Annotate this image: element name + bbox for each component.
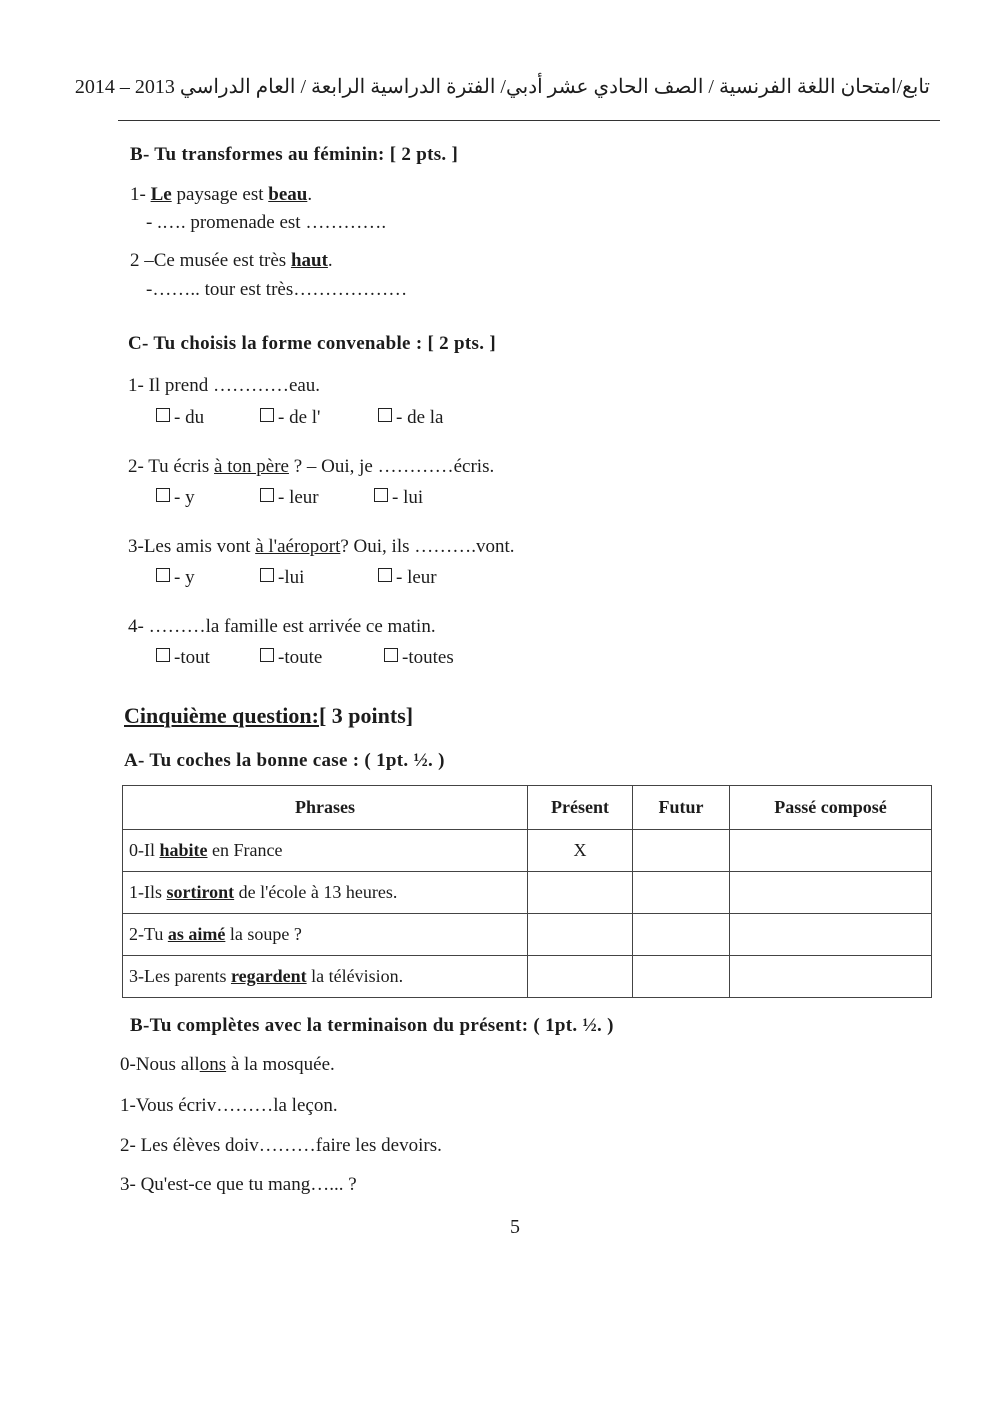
option-label: - de l' — [278, 407, 321, 428]
exercise-c-q1: 1- Il prend …………eau. — [128, 375, 321, 396]
exercise-c-q3 — [128, 536, 515, 558]
item-text: ? Oui, ils ……….vont. — [340, 536, 515, 557]
futur-cell[interactable] — [633, 872, 730, 914]
underlined-word: beau — [268, 184, 308, 205]
exercise-b2-item-3: 3- Qu'est-ce que tu mang…... ? — [120, 1174, 357, 1195]
checkbox[interactable] — [260, 568, 274, 582]
option-lui[interactable] — [374, 487, 423, 509]
item-text: 3-Les amis vont — [128, 536, 256, 557]
checkbox[interactable] — [378, 408, 392, 422]
exercise-c-q2 — [128, 456, 494, 478]
option-de-l[interactable] — [260, 407, 378, 429]
col-phrases: Phrases — [123, 786, 528, 830]
exercise-b-answer-2: -…….. tour est très……………… — [146, 279, 408, 300]
option-toute[interactable] — [260, 647, 384, 669]
passe-cell[interactable] — [730, 872, 932, 914]
verb: sortiront — [166, 882, 235, 902]
phrase-text: de l'école à 13 heures. — [234, 882, 398, 902]
present-cell[interactable] — [528, 872, 633, 914]
underlined-phrase: à l'aéroport — [255, 536, 341, 557]
option-label: - de la — [396, 407, 444, 428]
option-y[interactable] — [156, 567, 260, 589]
section-c-heading: C- Tu choisis la forme convenable : [ 2 pts. ] — [128, 333, 496, 354]
item-text: Ce musée est très — [153, 250, 291, 271]
option-label: - lui — [392, 487, 424, 508]
phrase-text: 1-Ils — [129, 882, 167, 902]
passe-cell[interactable] — [730, 830, 932, 872]
checkbox[interactable] — [260, 648, 274, 662]
section-b-heading: B- Tu transformes au féminin: [ 2 pts. ] — [130, 144, 459, 165]
exercise-b-answer-1: - .…. promenade est …………. — [146, 212, 387, 233]
item-text: 2- Tu écris — [128, 456, 215, 477]
option-label: - leur — [278, 487, 319, 508]
phrase-cell — [123, 914, 528, 956]
option-de-la[interactable] — [378, 407, 443, 429]
option-label: - du — [174, 407, 205, 428]
phrase-text: la soupe ? — [225, 924, 302, 944]
exercise-b2-item-2: 2- Les élèves doiv………faire les devoirs. — [120, 1135, 442, 1156]
item-text: . — [327, 250, 333, 271]
option-label: -toute — [278, 647, 323, 668]
present-cell[interactable] — [528, 914, 633, 956]
underlined-ending: ons — [199, 1054, 227, 1075]
option-label: -toutes — [402, 647, 454, 668]
question-points: [ 3 points] — [318, 703, 414, 728]
exercise-c-q4-options — [156, 647, 454, 669]
option-toutes[interactable] — [384, 647, 454, 669]
header-rule — [118, 120, 940, 121]
option-tout[interactable] — [156, 647, 260, 669]
checkbox[interactable] — [156, 408, 170, 422]
item-number: 1- — [130, 184, 151, 205]
item-text: ? – Oui, je …………écris. — [288, 456, 495, 477]
phrase-text: 3-Les parents — [129, 966, 231, 986]
item-number: 2 – — [130, 250, 154, 271]
phrase-cell — [123, 830, 528, 872]
exercise-c-q1-options — [156, 407, 443, 429]
table-row — [123, 872, 932, 914]
underlined-word: haut — [290, 250, 328, 271]
exercise-b-item-1 — [130, 184, 312, 206]
question-title: Cinquième question: — [124, 703, 319, 728]
exercise-c-q2-options — [156, 487, 423, 509]
checkbox[interactable] — [384, 648, 398, 662]
phrase-cell — [123, 956, 528, 998]
table-header-row — [123, 786, 932, 830]
exercise-c-q4: 4- ………la famille est arrivée ce matin. — [128, 616, 436, 637]
item-text: . — [307, 184, 313, 205]
option-label: -lui — [278, 567, 305, 588]
exercise-c-q3-options — [156, 567, 437, 589]
option-leur[interactable] — [260, 487, 374, 509]
exercise-b-item-2 — [130, 250, 333, 272]
item-text: paysage est — [171, 184, 269, 205]
option-label: - y — [174, 567, 195, 588]
checkbox[interactable] — [156, 488, 170, 502]
passe-cell[interactable] — [730, 956, 932, 998]
tense-table — [122, 785, 932, 998]
verb: as aimé — [167, 924, 226, 944]
underlined-word: Le — [150, 184, 172, 205]
table-row — [123, 956, 932, 998]
futur-cell[interactable] — [633, 914, 730, 956]
option-du[interactable] — [156, 407, 260, 429]
table-row — [123, 914, 932, 956]
phrase-text: 0-Il — [129, 840, 160, 860]
exercise-b2-example — [120, 1054, 335, 1076]
col-passe-compose: Passé composé — [730, 786, 932, 830]
checkbox[interactable] — [156, 568, 170, 582]
passe-cell[interactable] — [730, 914, 932, 956]
option-label: - leur — [396, 567, 437, 588]
verb: regardent — [230, 966, 307, 986]
phrase-text: la télévision. — [306, 966, 404, 986]
section-b2-heading: B-Tu complètes avec la terminaison du présent: ( 1pt. ½. ) — [130, 1015, 614, 1036]
phrase-text: en France — [207, 840, 283, 860]
page-number: 5 — [510, 1216, 520, 1238]
checkbox[interactable] — [156, 648, 170, 662]
futur-cell[interactable] — [633, 956, 730, 998]
item-text: à la mosquée. — [226, 1054, 335, 1075]
section-a-heading: A- Tu coches la bonne case : ( 1pt. ½. ) — [124, 750, 445, 771]
phrase-text: 2-Tu — [129, 924, 168, 944]
option-label: -tout — [174, 647, 210, 668]
present-cell[interactable] — [528, 956, 633, 998]
option-leur[interactable] — [378, 567, 437, 589]
futur-cell[interactable] — [633, 830, 730, 872]
table-row — [123, 830, 932, 872]
verb: habite — [159, 840, 208, 860]
exercise-b2-item-1: 1-Vous écriv………la leçon. — [120, 1095, 338, 1116]
option-lui[interactable] — [260, 567, 378, 589]
phrase-cell — [123, 872, 528, 914]
option-y[interactable] — [156, 487, 260, 509]
col-futur: Futur — [633, 786, 730, 830]
col-present: Présent — [528, 786, 633, 830]
item-text: 0-Nous all — [120, 1054, 200, 1075]
present-cell[interactable]: X — [528, 830, 633, 872]
underlined-phrase: à ton père — [214, 456, 289, 477]
page-header: تابع/امتحان اللغة الفرنسية / الصف الحادي عشر أدبي/ الفترة الدراسية الرابعة / العام الدراسي 2013 – 2014 — [74, 76, 930, 98]
option-label: - y — [174, 487, 195, 508]
checkbox[interactable] — [260, 488, 274, 502]
question-5-heading — [124, 703, 413, 729]
checkbox[interactable] — [260, 408, 274, 422]
checkbox[interactable] — [374, 488, 388, 502]
checkbox[interactable] — [378, 568, 392, 582]
